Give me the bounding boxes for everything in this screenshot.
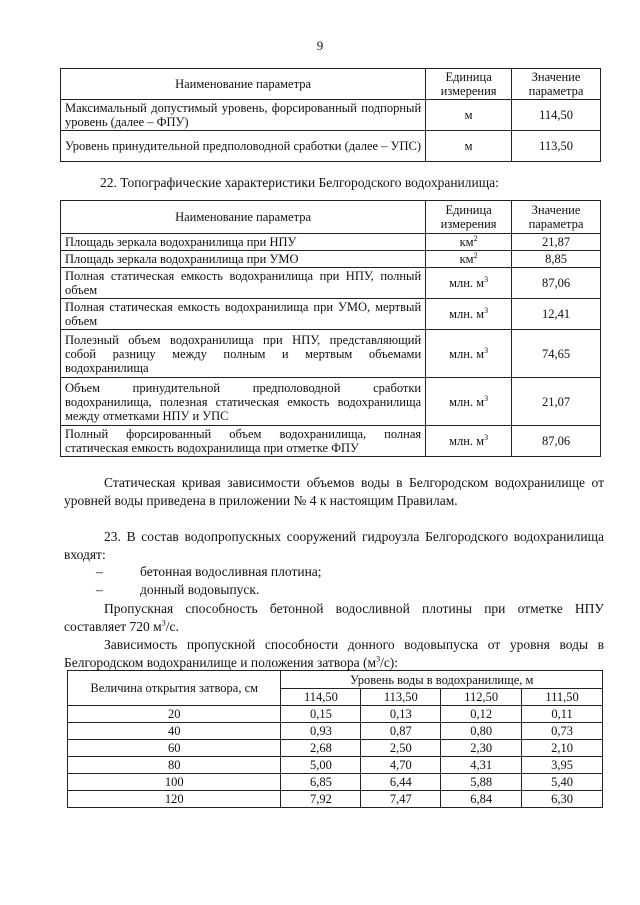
topography-table [60, 200, 601, 457]
table-row [61, 251, 601, 268]
list-item: донный водовыпуск. [140, 582, 260, 597]
table-header: Значение параметра [512, 201, 601, 234]
curve-paragraph: Статическая кривая зависимости объемов воды в Белгородском водохранилище от уровней воды приведена в приложении № 4 к настоящим Правилам. [64, 475, 604, 508]
table-row [61, 330, 601, 378]
value-cell: 0,93 [281, 723, 361, 740]
param-value: 114,50 [512, 100, 601, 131]
value-cell: 5,88 [441, 774, 522, 791]
opening-cell: 100 [68, 774, 281, 791]
table-row [61, 268, 601, 299]
param-value: 21,07 [512, 378, 601, 426]
param-name: Максимальный допустимый уровень, форсированный подпорный уровень (далее – ФПУ) [61, 100, 426, 131]
opening-cell: 80 [68, 757, 281, 774]
table-row [61, 131, 601, 162]
param-name: Полная статическая емкость водохранилища при НПУ, полный объем [61, 268, 426, 299]
section-22-heading: 22. Топографические характеристики Белгородского водохранилища: [100, 175, 499, 190]
table-header: Величина открытия затвора, см [68, 671, 281, 706]
param-value: 87,06 [512, 268, 601, 299]
param-unit: млн. $м^3$ [426, 299, 512, 330]
table-header: Наименование параметра [61, 69, 426, 100]
table-row [61, 378, 601, 426]
list-item: бетонная водосливная плотина; [140, 564, 322, 579]
param-value: 21,87 [512, 234, 601, 251]
param-unit: млн. $м^3$ [426, 378, 512, 426]
value-cell: 7,47 [361, 791, 441, 808]
opening-cell: 120 [68, 791, 281, 808]
table-header: Уровень воды в водохранилище, м [281, 671, 603, 689]
value-cell: 5,40 [522, 774, 603, 791]
table-row [68, 791, 603, 808]
value-cell: 6,30 [522, 791, 603, 808]
opening-cell: 60 [68, 740, 281, 757]
table-row [61, 299, 601, 330]
param-name: Уровень принудительной предполоводной сработки (далее – УПС) [61, 131, 426, 162]
value-cell: 2,68 [281, 740, 361, 757]
table-row [68, 740, 603, 757]
value-cell: 0,11 [522, 706, 603, 723]
table-header: Наименование параметра [61, 201, 426, 234]
level-header: 111,50 [522, 689, 603, 706]
value-cell: 6,84 [441, 791, 522, 808]
param-value: 87,06 [512, 426, 601, 457]
value-cell: 4,31 [441, 757, 522, 774]
value-cell: 0,13 [361, 706, 441, 723]
table-row [61, 234, 601, 251]
param-name: Объем принудительной предполоводной сработки водохранилища, полезная статическая емкость водохранилища между отметками НПУ и УПС [61, 378, 426, 426]
param-value: 74,65 [512, 330, 601, 378]
param-name: Полный форсированный объем водохранилища, полная статическая емкость водохранилища при отметке ФПУ [61, 426, 426, 457]
param-value: 12,41 [512, 299, 601, 330]
table-header: Единица измерения [426, 69, 512, 100]
level-header: 112,50 [441, 689, 522, 706]
outlet-capacity-table [67, 670, 603, 808]
value-cell: 0,15 [281, 706, 361, 723]
table-row [61, 100, 601, 131]
list-dash: – [96, 582, 103, 597]
page-number: 9 [316, 38, 324, 53]
table-row [68, 774, 603, 791]
level-header: 114,50 [281, 689, 361, 706]
value-cell: 2,30 [441, 740, 522, 757]
param-value: 113,50 [512, 131, 601, 162]
value-cell: 0,80 [441, 723, 522, 740]
capacity-paragraph: Пропускная способность бетонной водосливной плотины при отметке НПУ составляет 720 $м^3/с$. [64, 601, 604, 634]
value-cell: 0,12 [441, 706, 522, 723]
param-name: Площадь зеркала водохранилища при УМО [61, 251, 426, 268]
value-cell: 2,10 [522, 740, 603, 757]
table-row [68, 706, 603, 723]
opening-cell: 20 [68, 706, 281, 723]
param-unit: млн. $м^3$ [426, 268, 512, 299]
param-unit: млн. $м^3$ [426, 330, 512, 378]
table-row [61, 426, 601, 457]
value-cell: 6,44 [361, 774, 441, 791]
param-unit: м [426, 100, 512, 131]
table-header: Единица измерения [426, 201, 512, 234]
param-unit: $км^2$ [426, 251, 512, 268]
param-name: Полная статическая емкость водохранилища при УМО, мертвый объем [61, 299, 426, 330]
value-cell: 3,95 [522, 757, 603, 774]
value-cell: 2,50 [361, 740, 441, 757]
value-cell: 0,73 [522, 723, 603, 740]
list-dash: – [96, 564, 103, 579]
value-cell: 0,87 [361, 723, 441, 740]
param-name: Площадь зеркала водохранилища при НПУ [61, 234, 426, 251]
section-23-paragraph: 23. В состав водопропускных сооружений гидроузла Белгородского водохранилища входят: [64, 529, 604, 562]
value-cell: 7,92 [281, 791, 361, 808]
value-cell: 4,70 [361, 757, 441, 774]
dependency-paragraph: Зависимость пропускной способности донного водовыпуска от уровня воды в Белгородском водохранилище и положения затвора $(м^3/с)$: [64, 637, 604, 670]
table-row [68, 757, 603, 774]
param-unit: млн. $м^3$ [426, 426, 512, 457]
value-cell: 5,00 [281, 757, 361, 774]
param-name: Полезный объем водохранилища при НПУ, представляющий собой разницу между полным и мертвым объемами водохранилища [61, 330, 426, 378]
table-header: Значение параметра [512, 69, 601, 100]
param-unit: $км^2$ [426, 234, 512, 251]
param-unit: м [426, 131, 512, 162]
opening-cell: 40 [68, 723, 281, 740]
table-row [68, 723, 603, 740]
value-cell: 6,85 [281, 774, 361, 791]
levels-table [60, 68, 601, 162]
param-value: 8,85 [512, 251, 601, 268]
level-header: 113,50 [361, 689, 441, 706]
